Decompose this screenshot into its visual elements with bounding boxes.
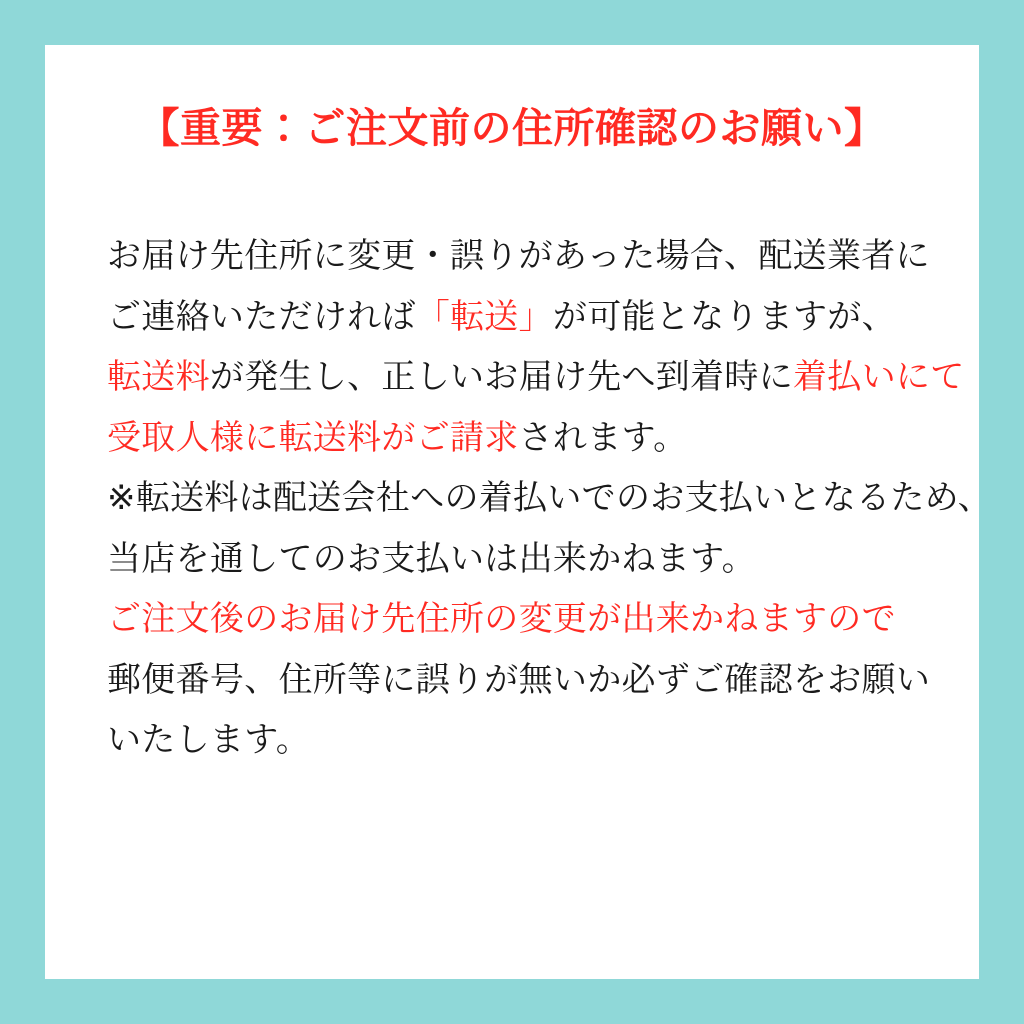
notice-text-run: いたします。 — [107, 720, 311, 761]
notice-text-run: ※転送料は配送会社への着払いでのお支払いとなるため、 — [107, 478, 992, 519]
notice-line — [107, 589, 917, 650]
notice-text-run: 転送料 — [107, 357, 210, 398]
notice-card — [45, 45, 992, 979]
notice-body — [107, 226, 992, 771]
notice-text-run: ご連絡いただければ — [107, 296, 416, 337]
notice-line — [107, 347, 965, 408]
notice-text-run: が発生し、正しいお届け先へ到着時に — [209, 357, 794, 398]
notice-text-run: お届け先住所に変更・誤りがあった場合、配送業者に — [107, 236, 930, 277]
notice-text-run: ご注文後のお届け先住所の変更が出来かねますので — [107, 599, 896, 640]
notice-line — [107, 408, 917, 469]
notice-line — [107, 529, 917, 590]
notice-line — [107, 710, 917, 771]
notice-line — [107, 287, 917, 348]
notice-line — [107, 650, 931, 711]
notice-text-run: 受取人様に転送料がご請求 — [107, 417, 519, 458]
notice-text-run: されます。 — [518, 417, 688, 458]
notice-text-run: が可能となりますが、 — [552, 296, 896, 337]
notice-text-run: 郵便番号、住所等に誤りが無いか必ずご確認をお願い — [107, 659, 931, 700]
notice-line — [107, 226, 930, 287]
notice-title: 【重要：ご注文前の住所確認のお願い】 — [138, 104, 886, 152]
notice-line — [107, 468, 992, 529]
notice-text-run: 当店を通してのお支払いは出来かねます。 — [107, 538, 756, 579]
notice-text-run: 着払いにて — [793, 357, 965, 398]
notice-text-run: 「転送」 — [415, 296, 553, 337]
